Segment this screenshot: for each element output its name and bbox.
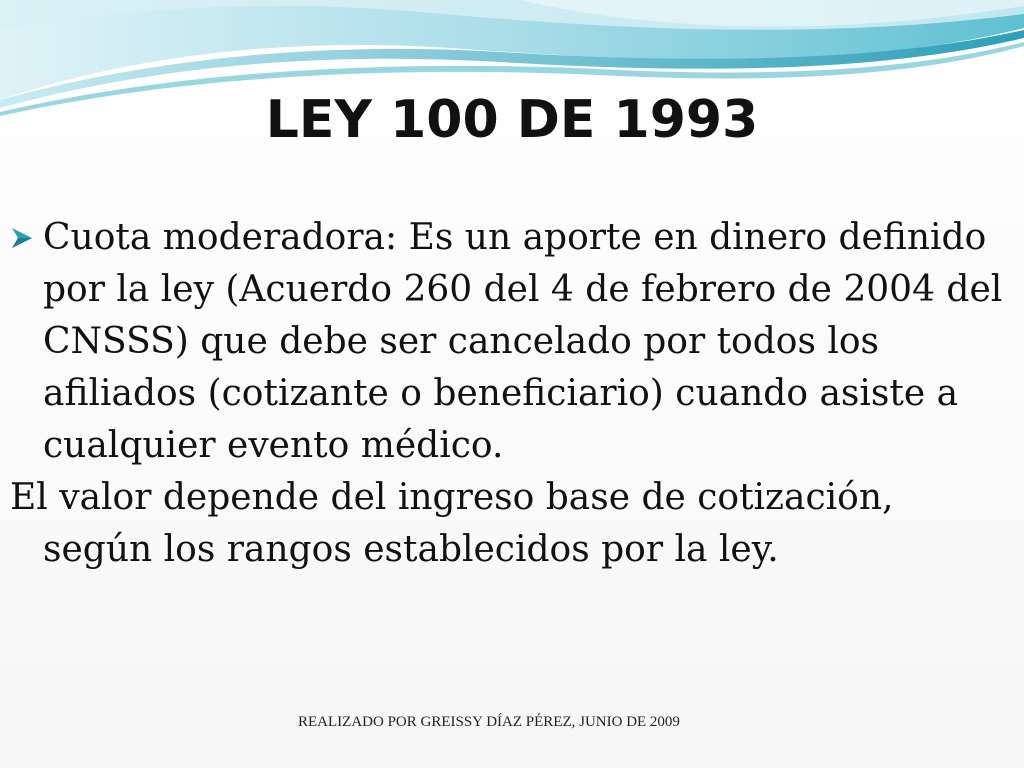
arrow-bullet-icon	[10, 226, 40, 250]
bullet-text: Cuota moderadora: Es un aporte en dinero definido por la ley (Acuerdo 260 del 4 de febrero de 2004 del CNSSS) que debe ser cancelado por todos los afiliados (cotizante o beneficiario) cuando asiste a cualquier evento médico.	[43, 217, 1003, 466]
slide-body	[10, 212, 1010, 576]
footer-credit: REALIZADO POR GREISSY DÍAZ PÉREZ, JUNIO DE 2009	[298, 714, 680, 730]
body-paragraph: El valor depende del ingreso base de cotización, según los rangos establecidos por la ley.	[10, 477, 894, 570]
bullet-item	[10, 212, 1010, 472]
slide-title: LEY 100 DE 1993	[265, 90, 759, 150]
